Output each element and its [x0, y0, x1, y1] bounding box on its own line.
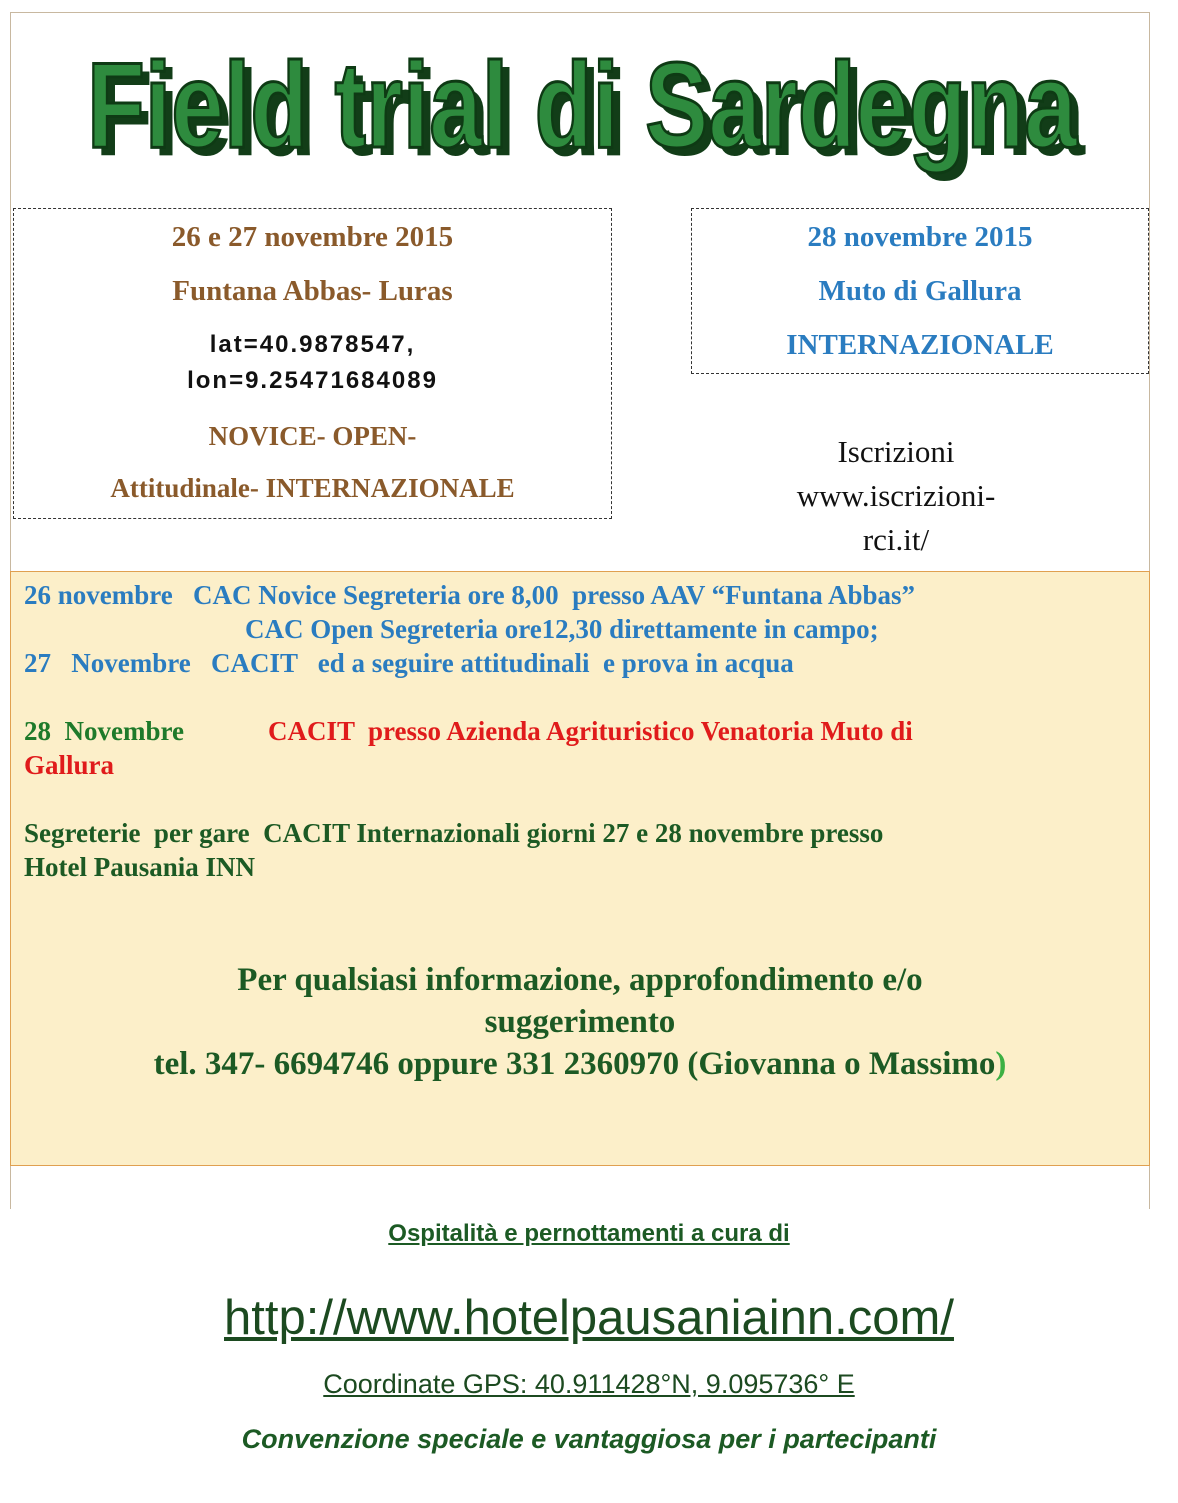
event-dates: 26 e 27 novembre 2015	[171, 221, 454, 253]
event-place: Muto di Gallura	[818, 275, 1022, 307]
event-longitude: lon=9.25471684089	[187, 367, 438, 394]
event-category: INTERNAZIONALE	[786, 329, 1054, 361]
schedule-secretariat-line2: Hotel Pausania INN	[24, 852, 256, 882]
info-phone-line	[11, 1046, 1149, 1083]
schedule-panel	[10, 571, 1150, 1166]
page-title-text: Field trial di Sardegna	[87, 37, 1078, 173]
info-line2: suggerimento	[484, 1004, 676, 1040]
page-title-shadow: Field trial di Sardegna	[95, 45, 1086, 181]
special-offer: Convenzione speciale e vantaggiosa per i partecipanti	[241, 1424, 937, 1454]
registration-label: Iscrizioni	[837, 434, 955, 469]
schedule-line-26-novice: 26 novembre CAC Novice Segreteria ore 8,00 presso AAV “Funtana Abbas”	[24, 580, 915, 610]
event-categories-line2: Attitudinale- INTERNAZIONALE	[110, 473, 515, 503]
page-title	[72, 22, 1092, 192]
hospitality-text: Ospitalità e pernottamenti a cura di	[388, 1220, 790, 1247]
registration-info	[760, 430, 1032, 562]
info-phone-paren: )	[995, 1046, 1007, 1082]
event-date: 28 novembre 2015	[807, 221, 1033, 253]
registration-link-part1[interactable]: www.iscrizioni-	[796, 478, 996, 513]
info-line1: Per qualsiasi informazione, approfondimento e/o	[237, 962, 923, 998]
schedule-secretariat-line1: Segreterie per gare CACIT Internazionali giorni 27 e 28 novembre presso	[24, 818, 884, 848]
schedule-date-28: 28 Novembre	[24, 716, 184, 746]
event-latitude: lat=40.9878547,	[209, 331, 416, 358]
hotel-url-row	[0, 1290, 1178, 1346]
schedule-line-28-cont: Gallura	[24, 750, 115, 780]
registration-link-part2[interactable]: rci.it/	[862, 522, 930, 557]
schedule-line-27: 27 Novembre CACIT ed a seguire attitudinali e prova in acqua	[24, 648, 794, 678]
event-categories-line1: NOVICE- OPEN-	[208, 421, 417, 451]
schedule-line-26-open: CAC Open Segreteria ore12,30 direttamente in campo;	[245, 614, 879, 644]
event-place: Funtana Abbas- Luras	[172, 275, 453, 307]
hospitality-heading	[0, 1220, 1178, 1248]
hotel-url-link[interactable]: http://www.hotelpausaniainn.com/	[224, 1291, 954, 1345]
info-phone-text: tel. 347- 6694746 oppure 331 2360970 (Giovanna o Massimo	[153, 1046, 996, 1082]
gps-coordinates: Coordinate GPS: 40.911428°N, 9.095736° E	[323, 1369, 855, 1399]
gps-row	[0, 1369, 1178, 1400]
event-box-luras	[13, 208, 612, 519]
event-box-muto	[691, 208, 1149, 374]
schedule-line-28: CACIT presso Azienda Agrituristico Venatoria Muto di	[268, 716, 913, 746]
